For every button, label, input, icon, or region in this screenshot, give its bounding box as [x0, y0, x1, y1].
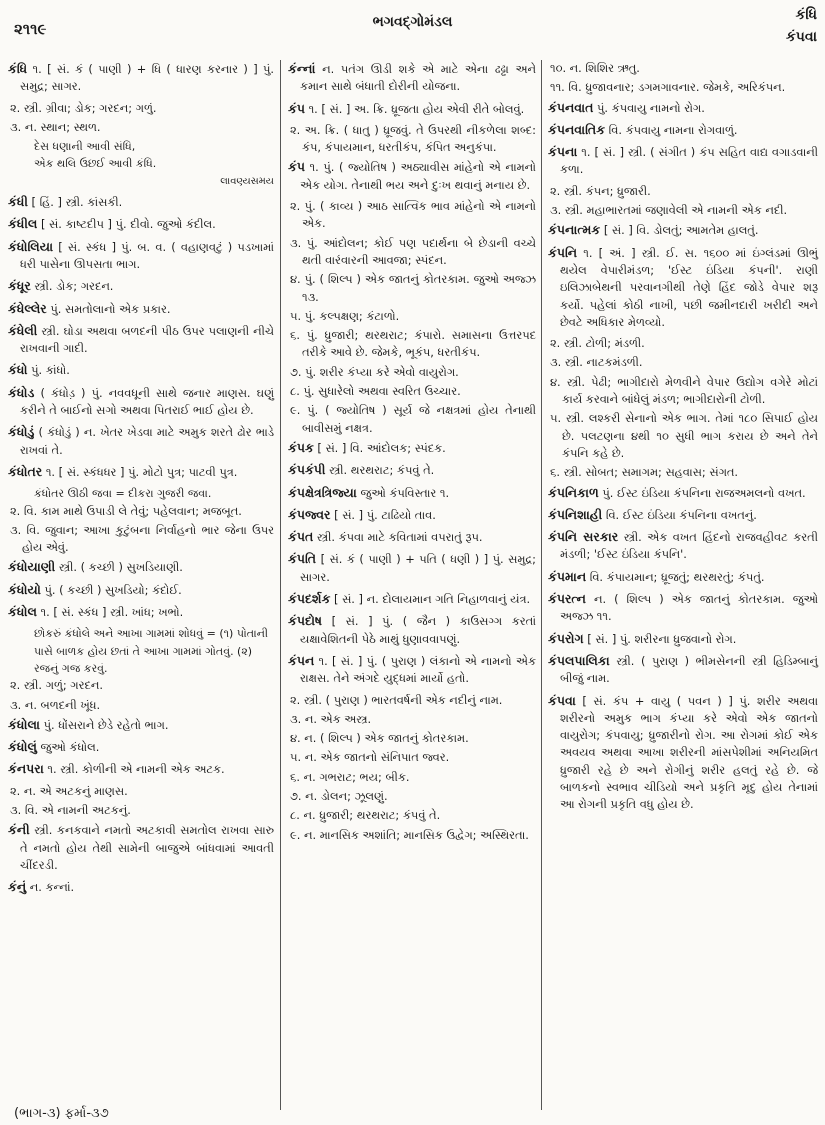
definition: [ સં. ] વિ. ડોલતું; આમતેમ હાલતું.: [603, 223, 759, 238]
sub-sense: ૫. સ્ત્રી. લશ્કરી સેનાનો એક ભાગ. તેમાં ૧૮૦ સિપાઈ હોય છે. પલટણના ૪થી ૧૦ સુધી ભાગ કરાય છે અને તેને કંપનિ કહે છે.: [550, 411, 818, 460]
headword: કંપનાત્મક: [548, 222, 601, 238]
dictionary-entry: [288, 158, 536, 194]
sub-sense: ૨. સ્ત્રી. ટોળી; મંડળી.: [550, 336, 645, 351]
quotation-attribution: લાવણ્યસમય: [220, 175, 274, 187]
definition: [ સં. ] પું. ટાઢિયો તાવ.: [334, 507, 436, 522]
dictionary-entry: [288, 484, 536, 502]
sub-sense: ૬. ન. ગભરાટ; ભય; બીક.: [290, 769, 410, 784]
definition: સ્ત્રી. ( કચ્છી ) સુખડિયાણી.: [58, 560, 183, 575]
definition: જુઓ કંધોલ.: [40, 740, 100, 755]
sub-sense: ૪. પું. ( શિલ્પ ) એક જાતનું કોતરકામ. જુઓ અજ્ઝ ૧૩.: [290, 272, 536, 304]
headword: કંધોલ: [8, 604, 37, 620]
headword: કંપલપાલિકા: [548, 652, 610, 668]
sub-sense: ૨. સ્ત્રી. કંપન; ધ્રુજારી.: [550, 183, 651, 198]
definition: [ સં. કં ( પાણી ) + પતિ ( ધણી ) ] પું. સમુદ્ર; સાગર.: [300, 552, 537, 584]
definition: ૧. [ સં. ] અ. ક્રિ. ધ્રૂજતા હોય એવી રીતે બોલવું.: [308, 101, 525, 116]
headword: કંપનિશાહી: [548, 506, 603, 522]
quotation: કંધોતર ઊઠી જવા = દીકરા ગુજરી જવા.: [34, 487, 212, 501]
headword: કંપનવાતિક: [548, 121, 606, 137]
definition: ૧. [ સં. સ્કંધધર ] પું. મોટો પુત્ર; પાટવી પુત્ર.: [45, 464, 238, 479]
page-number: ૨૧૧૯: [14, 20, 47, 38]
dictionary-entry: [548, 484, 818, 502]
definition: ૧. [ સં. ] સ્ત્રી. ( સંગીત ) કંપ સહિત વાદ્ય વગાડવાની કળા.: [560, 145, 819, 177]
sub-sense: ૩. વિ. એ નામની અટકનું.: [10, 802, 131, 817]
definition: [ સં. ] વિ. આંદોલક; સ્પંદક.: [317, 440, 446, 455]
dictionary-entry: [548, 528, 818, 564]
headword: કંન્નાં: [288, 61, 316, 76]
dictionary-entry: [288, 100, 536, 118]
sub-sense: ૨. પું. ( કાવ્ય ) આઠ સાત્વિક ભાવ માંહેનો એ નામનો એક.: [290, 199, 536, 231]
definition: ૧. [ સં. ] પું. ( પુરાણ ) લંકાનો એ નામનો એક રાક્ષસ. તેને અંગદે યુદ્ધમાં માર્યો હતો.: [300, 653, 536, 686]
dictionary-entry: [548, 121, 818, 139]
footer-signature: (ભાગ-૩) ફર્મા-૩૭: [14, 1106, 109, 1121]
sub-sense: ૮. ન. ધ્રુજારી; થરથરાટ; કંપવું તે.: [290, 808, 441, 823]
headword: કંપવા: [548, 692, 576, 708]
headword: કંધીલ: [8, 216, 38, 232]
definition: સ્ત્રી. ઘોડા અથવા બળદની પીઠ ઉપર પલાણની નીચે રાખવાની ગાદી.: [20, 323, 275, 356]
dictionary-entry: [8, 238, 274, 274]
dictionary-entry: [8, 558, 274, 576]
definition: [ સં. કાષ્ટદીપ ] પું. દીવો. જુઓ કંદીલ.: [40, 217, 216, 232]
dictionary-entry: [548, 692, 818, 814]
definition: પું. કંપવાયુ નામનો રોગ.: [597, 100, 705, 115]
dictionary-entry: [8, 821, 274, 874]
headword: કંધેલી: [8, 322, 38, 338]
definition: ( કંધોડું ) ન. ખેતર ખેડવા માટે અમુક શરતે ઢોર ભાડે રાખવાં તે.: [20, 425, 274, 457]
definition: ૧. [ સં. કં ( પાણી ) + ધિ ( ધારણ કરનાર ) ] પું. સમુદ્ર; સાગર.: [20, 62, 274, 94]
sub-sense: ૩. ન. સ્થાન; સ્થળ.: [10, 119, 101, 134]
definition: વિ. ઈસ્ટ ઇંડિયા કંપનિના વખતનું.: [605, 507, 757, 522]
headword: કંધો: [8, 362, 28, 378]
headword: કંપરોગ: [548, 630, 584, 646]
definition: ન. પતંગ ઊડી શકે એ માટે એના ઢઢ્ઢા અને કમાન સાથે બંધાતી દોરીની યોજના.: [300, 62, 536, 94]
dictionary-entry: [288, 461, 536, 479]
headword: કંધી: [8, 194, 28, 210]
dictionary-entry: [8, 463, 274, 481]
definition: સ્ત્રી. કનકવાને નમતો અટકાવી સમતોલ રાખવા સારુ તે નમતો હોય તેથી સામેની બાજુએ બાંધવામાં આવતી ચીંદરડી.: [20, 823, 274, 872]
definition: પું. સમતોલાનો એક પ્રકાર.: [50, 301, 171, 316]
sub-sense: ૭. પું. શરીર કંપ્યા કરે એવો વાયુરોગ.: [290, 364, 459, 379]
definition: સ્ત્રી. એક વખત હિંદનો રાજવહીવટ કરતી મંડળી; 'ઈસ્ટ ઇંડિયા કંપનિ'.: [560, 530, 818, 562]
definition: સ્ત્રી. ડોક; ગરદન.: [34, 279, 114, 294]
headword: કંપ: [288, 100, 305, 116]
definition: [ સં. ] ન. દોલાયમાન ગતિ નિહાળવાનું યંત્ર.: [334, 592, 531, 607]
definition: પું. ( કચ્છી ) સુખડિયો; કંદોઈ.: [44, 582, 182, 597]
headword: કંપ: [288, 159, 305, 175]
definition: વિ. કંપાયમાન; ધ્રૂજતું; થરથરતું; કંપતું.: [589, 569, 765, 584]
definition: ૧. [ સં. સ્કંધ ] સ્ત્રી. ખાંધ; ખભો.: [40, 605, 184, 620]
quotation: દેસ ધણાની આવી સંધિ,: [34, 140, 136, 154]
dictionary-entry: [288, 60, 536, 96]
definition: જુઓ કંપવિસ્તાર ૧.: [360, 485, 450, 500]
dictionary-entry: [288, 590, 536, 608]
headword: કંધોલું: [8, 739, 37, 755]
sub-sense: ૩. ન. બળદની ખૂંધ.: [10, 697, 101, 712]
definition: વિ. કંપવાયુ નામના રોગવાળું.: [608, 122, 738, 137]
dictionary-entry: [8, 738, 274, 756]
headword: કંધોયો: [8, 581, 41, 597]
column-2: [288, 60, 536, 846]
column-divider: [541, 60, 542, 1110]
headword: કંપરત્ન: [548, 591, 586, 607]
sub-sense: ૪. સ્ત્રી. પેઢી; ભાગીદારો મેળવીને વેપાર ઉદ્યોગ વગેરે મોટાં કાર્ય કરવાને બાંધેલું મંડળ; ભાગીદારોની ટોળી.: [550, 374, 818, 407]
headword: કંપત: [288, 529, 314, 545]
sub-sense: ૭. ન. ડોલન; ઝૂલણું.: [290, 788, 388, 803]
dictionary-entry: [548, 568, 818, 586]
headword: કંધોડ: [8, 384, 35, 400]
sub-sense: ૨. સ્ત્રી. ગ્રીવા; ડોક; ગરદન; ગળું.: [10, 100, 157, 115]
dictionary-entry: [8, 716, 274, 734]
dictionary-entry: [288, 612, 536, 648]
headword: કંધોલિયા: [8, 238, 54, 254]
definition: [ હિં. ] સ્ત્રી. કાંસકી.: [31, 195, 123, 210]
definition: પું. ધોંસરાને છેડે રહેતો ભાગ.: [43, 717, 169, 732]
definition: ૧. [ અં. ] સ્ત્રી. ઈ. સ. ૧૬૦૦ માં ઇંગ્લંડમાં ઊભું થયેલ વેપારીમંડળ; 'ઈસ્ટ ઇંડિયા કંપની'. રાણી ઇલિઝાબેથની પરવાનગીથી તેણે હિંદ જોડે વેપાર શરૂ કર્યો. પહેલાં કોઠી નાખી, પછી જમીનદારી ખરીદી અને છેવટે અધિકાર મેળવ્યો.: [560, 245, 819, 329]
column-divider: [280, 60, 281, 1110]
guide-word-last: કંપવા: [785, 29, 817, 45]
sub-sense: ૨. અ. ક્રિ. ( ધાતુ ) ધ્રૂજવું. તે ઉપરથી નીકળેલા શબ્દ: કંપ, કંપાયમાન, ધરતીકંપ, કંપિત અનુકંપા.: [290, 122, 536, 155]
sub-sense: ૬. સ્ત્રી. સોબત; સમાગમ; સહવાસ; સંગત.: [550, 465, 739, 480]
dictionary-entry: [548, 244, 818, 331]
definition: ન. ( શિલ્પ ) એક જાતનું કોતરકામ. જુઓ અજ્ઝ ૧૧.: [560, 592, 818, 624]
quotation: છોકરું કંધોલે અને આખા ગામમાં શોધવું = (૧) પોતાની પાસે બાળક હોય છતાં તે આખા ગામમાં ગોતવું. (૨) રજનું ગજ કરવું.: [34, 627, 269, 675]
page-header: [0, 0, 825, 58]
dictionary-entry: [288, 439, 536, 457]
sub-sense: ૫. ન. એક જાતનો સંનિપાત જ્વર.: [290, 750, 450, 765]
sub-sense: ૩. ન. એક અસ્ત્ર.: [290, 711, 372, 726]
dictionary-entry: [548, 506, 818, 524]
headword: કંપનિ: [548, 244, 578, 260]
definition: [ સં. ] પું. ( જૈન ) કાઉસગ્ગ કરતાં યક્ષાવેશિતની પેઠે માથું ધુણાવવાપણું.: [300, 614, 536, 646]
sub-sense: ૩. વિ. જુવાન; આખા કુટુંબના નિર્વાહનો ભાર જેના ઉપર હોય એવું.: [10, 522, 274, 555]
headword: કંપન: [288, 652, 315, 668]
headword: કંધોયાણી: [8, 559, 56, 575]
dictionary-entry: [288, 528, 536, 546]
dictionary-entry: [288, 550, 536, 586]
sub-sense: ૯. પું. ( જ્યોતિષ ) સૂર્ય જે નક્ષત્રમાં હોય તેનાથી બાવીસમું નક્ષત્ર.: [290, 403, 536, 435]
sub-sense: ૫. પું. કલ્પક્ષણ; કંટાળો.: [290, 308, 400, 323]
headword: કંધોતર: [8, 463, 43, 479]
definition: પું. કાંધો.: [31, 363, 70, 378]
sub-sense: ૧૦. ન. શિશિર ઋતુ.: [550, 61, 640, 75]
definition: ન. કન્નાં.: [29, 880, 75, 895]
definition: ૧. પું. ( જ્યોતિષ ) અઠ્યાવીસ માંહેનો એ નામનો એક યોગ. તેનાથી ભય અને દુઃખ થવાનું મનાય છે.: [300, 160, 536, 192]
definition: [ સં. સ્કંધ ] પું. બ. વ. ( વહાણવટું ) પડખામાં ધરી પાસેના ઊપસતા ભાગ.: [20, 239, 274, 271]
definition: [ સં. કંપ + વાયુ ( પવન ) ] પું. શરીર અથવા શરીરનો અમુક ભાગ કંપ્યા કરે એવો એક જાતનો વાયુરોગ; કંપવાયુ; ધ્રુજારીનો રોગ. આ રોગમાં કોઈ એક અવયવ અથવા આખા શરીરની માંસપેશીમાં અનિયમિત ધ્રુજારી રહે છે અને રોગીનું શરીર હલતું રહે છે. જે બાળકનો સ્વભાવ ચીડિયો અને પ્રકૃતિ મૃદુ હોય તેનામાં આ રોગની પ્રકૃતિ વધુ હોય છે.: [560, 693, 818, 812]
headword: કંપદર્શક: [288, 591, 331, 607]
column-1: [8, 60, 274, 900]
headword: કંપજ્વર: [288, 506, 331, 522]
dictionary-entry: [8, 878, 274, 896]
sub-sense: ૩. પું. આંદોલન; કોઈ પણ પદાર્થના બે છેડાની વચ્ચે થતી વારંવારની આવજા; સ્પંદન.: [290, 235, 536, 267]
sub-sense: ૯. ન. માનસિક અશાંતિ; માનસિક ઉદ્વેગ; અસ્થિરતા.: [290, 827, 529, 842]
quotation: એક થલિ ઉછઈ આવી કંધિ.: [34, 157, 157, 171]
dictionary-entry: [8, 193, 274, 211]
headword: કંપમાન: [548, 568, 587, 584]
definition: [ સં. ] પું. શરીરના ધ્રુજવાનો રોગ.: [587, 631, 737, 646]
sub-sense: ૨. ન. એ અટકનું માણસ.: [10, 783, 128, 798]
dictionary-entry: [8, 322, 274, 358]
dictionary-entry: [8, 423, 274, 459]
headword: કંપતિ: [288, 551, 317, 567]
sub-sense: ૧૧. વિ. ધ્રુજાવનાર; ડગમગાવનાર. જેમકે, અરિકંપન.: [550, 80, 786, 95]
running-title: ભગવદ્ગોમંડલ: [372, 14, 453, 30]
sub-sense: ૨. સ્ત્રી. ( પુરાણ ) ભારતવર્ષની એક નદીનું નામ.: [290, 692, 503, 707]
sub-sense: ૩. સ્ત્રી. મહાભારતમાં જણાવેલી એ નામની એક નદી.: [550, 203, 788, 218]
headword: કંધેલ્લેર: [8, 300, 47, 316]
headword: કંપક્ષેત્રત્રિજ્યા: [288, 484, 357, 500]
headword: કંધિ: [8, 61, 28, 76]
definition: પું. ઈસ્ટ ઇંડિયા કંપનિના રાજઅમલનો વખત.: [602, 485, 806, 500]
sub-sense: ૮. પું. સુધારેલો અથવા સ્વરિત ઉચ્ચાર.: [290, 384, 461, 399]
headword: કંપદોષ: [288, 613, 323, 629]
sub-sense: ૪. ન. ( શિલ્પ ) એક જાતનું કોતરકામ.: [290, 731, 469, 746]
headword: કંપના: [548, 144, 578, 160]
definition: સ્ત્રી. ( પુરાણ ) ભીમસેનની સ્ત્રી હિડિમ્બાનું બીજું નામ.: [560, 653, 818, 686]
dictionary-entry: [8, 760, 274, 778]
dictionary-entry: [548, 99, 818, 117]
dictionary-entry: [548, 590, 818, 626]
sub-sense: ૬. પું. ધ્રુજારી; થરથરાટ; કંપારો. સમાસના ઉત્તરપદ તરીકે આવે છે. જેમકે, ભૂકંપ, ધરતીકંપ.: [290, 328, 536, 360]
headword: કંધૂર: [8, 278, 31, 294]
headword: કંની: [8, 822, 30, 838]
dictionary-entry: [8, 60, 274, 96]
headword: કંપકંપી: [288, 462, 326, 478]
dictionary-entry: [288, 652, 536, 688]
headword: કંધોડું: [8, 424, 35, 440]
definition: ૧. સ્ત્રી. કોળીની એ નામની એક અટક.: [47, 762, 225, 777]
headword: કંધોલા: [8, 716, 40, 732]
sub-sense: ૨. સ્ત્રી. ગળું; ગરદન.: [10, 678, 103, 693]
definition: સ્ત્રી. કંપવા માટે કવિતામાં વપરાતું રૂપ.: [316, 530, 483, 545]
dictionary-entry: [8, 300, 274, 318]
sub-sense: ૩. સ્ત્રી. નાટકમંડળી.: [550, 355, 643, 370]
sub-sense: ૨. વિ. કામ માથે ઉપાડી લે તેવું; પહેલવાન; મજબૂત.: [10, 503, 242, 518]
dictionary-entry: [548, 630, 818, 648]
headword: કંપનવાત: [548, 99, 594, 115]
dictionary-entry: [548, 143, 818, 179]
column-3: [548, 60, 818, 818]
dictionary-entry: [8, 581, 274, 599]
headword: કંનપરા: [8, 761, 44, 777]
headword: કંપનિકાળ: [548, 484, 599, 500]
definition: સ્ત્રી. થરથરાટ; કંપવું તે.: [329, 463, 435, 478]
definition: ( કંધોડ઼ ) પું. નવવધૂની સાથે જનાર માણસ. ઘણું કરીને તે બાઈનો સગો અથવા પિતરાઈ ભાઈ હોય છે.: [20, 385, 275, 418]
dictionary-entry: [8, 603, 274, 621]
dictionary-entry: [8, 215, 274, 233]
headword: કંપનિ સરકાર: [548, 529, 619, 545]
dictionary-entry: [8, 277, 274, 295]
dictionary-entry: [548, 221, 818, 239]
headword: કંપક: [288, 439, 314, 455]
dictionary-entry: [288, 506, 536, 524]
headword: કંનું: [8, 879, 27, 895]
guide-word-first: કંધિ: [795, 7, 817, 23]
dictionary-entry: [8, 361, 274, 379]
dictionary-entry: [548, 652, 818, 688]
dictionary-entry: [8, 384, 274, 420]
guide-words: [786, 4, 817, 48]
